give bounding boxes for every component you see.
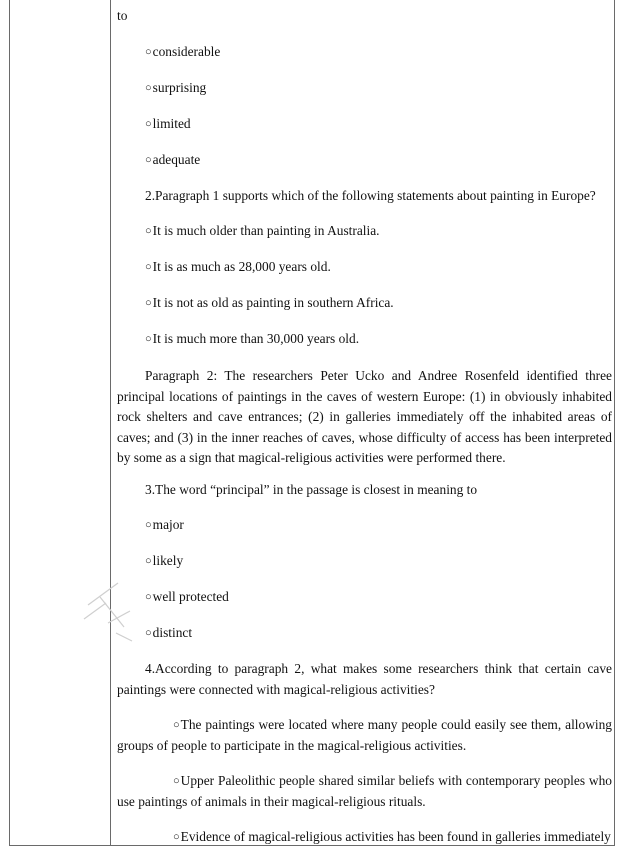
- q2-option-1[interactable]: ○It is much older than painting in Australia.: [145, 223, 380, 238]
- q2-option-3[interactable]: ○It is not as old as painting in southern Africa.: [145, 295, 394, 310]
- q1-option-3[interactable]: ○limited: [145, 116, 191, 131]
- q2-option-4[interactable]: ○It is much more than 30,000 years old.: [145, 331, 360, 346]
- q3-option-4[interactable]: ○distinct: [145, 625, 193, 640]
- radio-bullet-icon: ○: [145, 297, 152, 309]
- radio-bullet-icon: ○: [145, 627, 152, 639]
- q3-question: 3.The word “principal” in the passage is closest in meaning to: [145, 482, 478, 497]
- q2-question: 2.Paragraph 1 supports which of the following statements about painting in Europe?: [145, 188, 596, 203]
- radio-bullet-icon: ○: [145, 261, 152, 273]
- q2-option-2[interactable]: ○It is as much as 28,000 years old.: [145, 259, 331, 274]
- question-fragment: to: [117, 8, 128, 23]
- radio-bullet-icon: ○: [173, 831, 180, 843]
- q1-option-4[interactable]: ○adequate: [145, 152, 201, 167]
- radio-bullet-icon: ○: [173, 719, 180, 731]
- watermark-mark: [80, 575, 140, 645]
- radio-bullet-icon: ○: [145, 225, 152, 237]
- q4-option-3[interactable]: ○Evidence of magical-religious activities has been found in galleries immediately: [117, 827, 612, 846]
- q1-option-2[interactable]: ○surprising: [145, 80, 207, 95]
- column-divider: [110, 0, 111, 846]
- radio-bullet-icon: ○: [145, 519, 152, 531]
- q1-option-1[interactable]: ○considerable: [145, 44, 221, 59]
- q4-option-2[interactable]: ○Upper Paleolithic people shared similar beliefs with contemporary peoples who use paintings of animals in their magical-religious rituals.: [117, 773, 612, 809]
- q4-option-1[interactable]: ○The paintings were located where many people could easily see them, allowing groups of people to participate in the magical-religious activities.: [117, 717, 612, 753]
- paragraph-2: Paragraph 2: The researchers Peter Ucko and Andree Rosenfeld identified three principal locations of paintings in the caves of western Europe: (1) in obviously inhabited rock shelters and cave entrances; (2) in galleries immediately off the inhabited areas of caves; and (3) in the inner reaches of caves, whose difficulty of access has been interpreted by some as a sign that magical-religious activities were performed there.: [117, 368, 612, 465]
- q3-option-3[interactable]: ○well protected: [145, 589, 229, 604]
- q3-option-2[interactable]: ○likely: [145, 553, 184, 568]
- q3-option-1[interactable]: ○major: [145, 517, 184, 532]
- q4-question: 4.According to paragraph 2, what makes some researchers think that certain cave paintings were connected with magical-religious activities?: [117, 661, 612, 697]
- radio-bullet-icon: ○: [173, 775, 180, 787]
- radio-bullet-icon: ○: [145, 591, 152, 603]
- radio-bullet-icon: ○: [145, 333, 152, 345]
- radio-bullet-icon: ○: [145, 555, 152, 567]
- radio-bullet-icon: ○: [145, 46, 152, 58]
- radio-bullet-icon: ○: [145, 154, 152, 166]
- radio-bullet-icon: ○: [145, 82, 152, 94]
- radio-bullet-icon: ○: [145, 118, 152, 130]
